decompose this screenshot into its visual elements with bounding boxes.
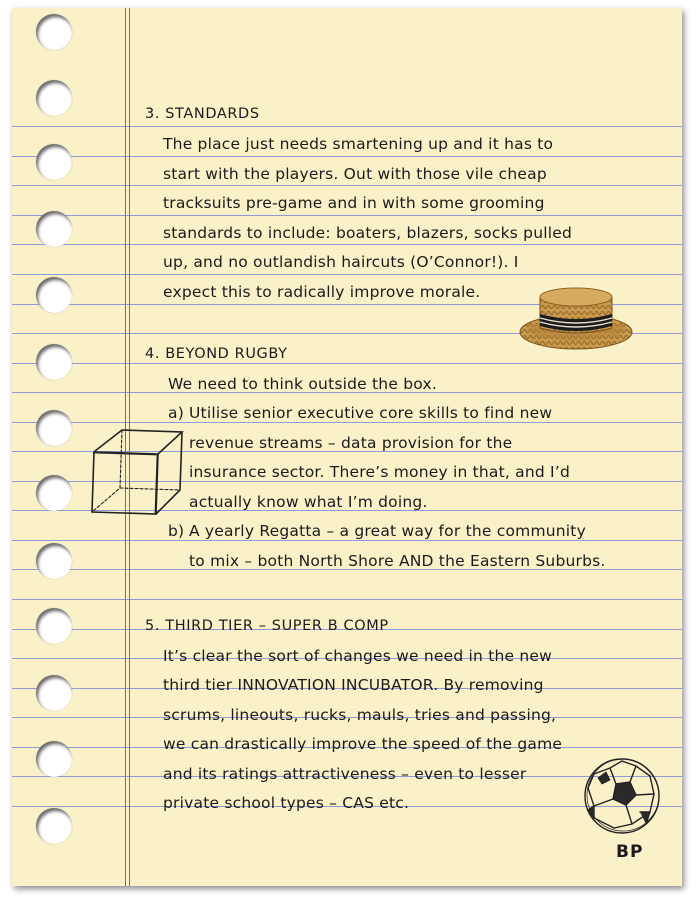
body-line: start with the players. Out with those vile cheap [163, 165, 547, 183]
ruled-line [12, 215, 682, 216]
body-line: standards to include: boaters, blazers, socks pulled [163, 224, 573, 242]
list-marker: a) [168, 404, 184, 422]
section-heading: 4. BEYOND RUGBY [145, 346, 288, 362]
binder-hole [36, 14, 72, 50]
ruled-line [12, 126, 682, 127]
soccer-ball-sketch-icon [580, 754, 664, 838]
list-item-line: A yearly Regatta – a great way for the community [189, 522, 586, 540]
body-line: It’s clear the sort of changes we need in the new [163, 647, 553, 665]
binder-hole [36, 144, 72, 180]
list-item-line: actually know what I’m doing. [189, 493, 428, 511]
body-line: and its ratings attractiveness – even to lesser [163, 765, 527, 783]
body-line: tracksuits pre-game and in with some grooming [163, 194, 545, 212]
body-line: private school types – CAS etc. [163, 794, 410, 812]
list-item-line: Utilise senior executive core skills to find new [189, 404, 553, 422]
list-item-line: insurance sector. There’s money in that, and I’d [189, 463, 570, 481]
binder-hole [36, 475, 72, 511]
binder-hole [36, 344, 72, 380]
list-item-line: revenue streams – data provision for the [189, 434, 513, 452]
intro-line: We need to think outside the box. [168, 375, 437, 393]
ruled-line [12, 599, 682, 600]
body-line: The place just needs smartening up and it has to [163, 135, 554, 153]
binder-hole [36, 675, 72, 711]
signature: BP [616, 842, 644, 862]
section-heading: 3. STANDARDS [145, 106, 260, 122]
body-line: we can drastically improve the speed of the game [163, 735, 563, 753]
binder-hole [36, 608, 72, 644]
ruled-line [12, 363, 682, 364]
body-line: third tier INNOVATION INCUBATOR. By removing [163, 676, 544, 694]
ruled-line [12, 244, 682, 245]
notepad-page [12, 8, 682, 886]
boater-hat-icon [517, 280, 635, 352]
ruled-line [12, 156, 682, 157]
body-line: scrums, lineouts, rucks, mauls, tries and passing, [163, 706, 557, 724]
binder-hole [36, 741, 72, 777]
binder-hole [36, 277, 72, 313]
binder-hole [36, 410, 72, 446]
list-marker: b) [168, 522, 185, 540]
ruled-line [12, 185, 682, 186]
body-line: expect this to radically improve morale. [163, 283, 481, 301]
list-item-line: to mix – both North Shore AND the Eastern Suburbs. [189, 552, 606, 570]
cube-sketch-icon [84, 426, 188, 518]
binder-hole [36, 543, 72, 579]
ruled-line [12, 274, 682, 275]
section-heading: 5. THIRD TIER – SUPER B COMP [145, 618, 389, 634]
binder-hole [36, 808, 72, 844]
binder-hole [36, 211, 72, 247]
binder-hole [36, 80, 72, 116]
body-line: up, and no outlandish haircuts (O’Connor!). I [163, 253, 519, 271]
